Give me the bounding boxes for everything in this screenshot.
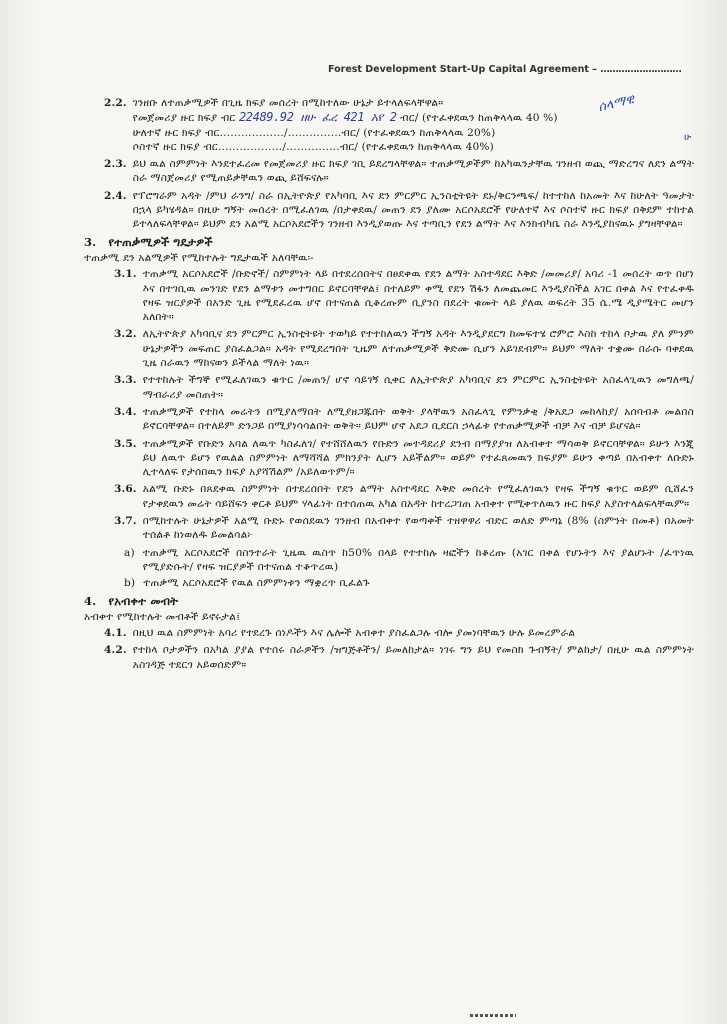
document-body — [84, 96, 694, 675]
clause-text: የተከላ ቦታዎችን በአካል ያያል የተሰሩ ስራዎችን /ዝግጅቶችን/ ይመለከታል። ነገሩ ግን ይህ የመስክ ጉብኝት/ ምልከታ/ በዚሁ ዉል ስምምነት አስገዳጅ ተደርጎ አይወሰድም። — [132, 644, 694, 671]
clause-text: በዚህ ዉል ስምምነት አባሪ የተደረጉ ሰነዶችን እና ሌሎች አብቀተ ያስፈልጋሉ ብሎ ያመነባቸዉን ሁሉ ይመረምራል — [132, 627, 576, 640]
clause-2-3 — [84, 157, 694, 186]
clause-4-2 — [84, 643, 694, 672]
clause-3-7 — [84, 514, 694, 543]
clause-text: ገንዘቡ ለተጠቃሚዎች በጊዜ ክፍያ መሰረት በሚከተለው ሁኔታ ይተላለፍላቸዋል። — [132, 97, 444, 109]
clause-number: 3.2. — [114, 328, 137, 341]
header-blank: ……………………… — [600, 64, 682, 75]
page-footer-mark — [470, 1014, 516, 1017]
clause-3-2 — [84, 327, 694, 370]
sub-item-label: b) — [124, 577, 136, 590]
clause-text: የተተከሉት ችግኞ የሚፈለገዉን ቁጥር /መጠን/ ሆኖ ሳይገኝ ሲቀር ለኢትዮጵያ አካባቢና ደን ምርምር ኢንስቲትዩት አስፈላጊዉን መግለጫ/ማብራሪያ መስጠት። — [142, 374, 694, 401]
clause-3-6 — [84, 482, 694, 511]
section-number: 3. — [84, 234, 97, 249]
installment-third: ሶስተኛ ዙር ክፍያ ብር………………/……………ብር/ (የተፈቀደዉን ከጠቅላላዉ 40%) — [132, 140, 494, 153]
clause-number: 2.3. — [104, 158, 127, 171]
handwritten-margin-mark: ሁ — [684, 132, 692, 143]
section-4-heading — [84, 594, 694, 608]
clause-3-5 — [84, 437, 694, 480]
clause-text: ተጠቃሚዎች የቡድን አባል ለዉጥ ካስፈለገ/ የተሸሸለዉን የቡድን መተዳደሪያ ደንብ በማያያዝ ለአብቀተ ማሳወቅ ይኖርባቸዋል። ይሁን እንጂ ይህ ለዉጥ ይሆን የዉልል ስምምነት ለማሻሻል ምክንያት ሊሆን አይችልም። ወይም የተፈጸመዉን ክፍያም ይሁን ቀጣይ በአብቀተ ለቡድኑ ሊተላለፍ የታሰበዉን ክፍያ አያሻሽልም /አይለወጥም/። — [142, 437, 694, 479]
clause-text: በሚከተሉት ሁኔታዎች አልሚ ቡድኑ የወሰደዉን ገንዘብ በአብቀተ የወጣቀች ተዘዋዋሪ ብድር ወለድ ምጣኔ (8% (ስምንት በመቶ) በአመት ተሰልቶ ከነወለዱ ይመልሳል፦ — [142, 515, 694, 542]
section-3-intro: ተጠቃሚ ደን አልሚዎች የሚከተሉት ግዴታዉች አለባቸዉ፡- — [84, 251, 314, 264]
section-title: የአብቀተ መብት — [108, 593, 179, 608]
installment-second: ሁለተኛ ዙር ክፍያ ብር………………/……………ብር/ (የተፈቀደዉን ከጠቅላላዉ 20%) — [132, 126, 496, 139]
clause-number: 4.2. — [104, 644, 127, 657]
handwritten-margin-note: ሰላማዊ — [596, 91, 636, 116]
clause-text: ለኢትዮጵያ አካባቢና ደን ምርምር ኢንስቲትዩት ተወካይ የተተከለዉን ችግኝ አዳት እንዲያደርግ ከመፍተሄ ሮምሮ እስከ ተከላ ቦታዉ ያለ ምንም ሁኔታዎችን መፍጠር ያስፈልጋል። አዳት የሚደረግበት ጊዜም ለተጠቃሚዎች ቅድሙ ሲሆን አይገደብም። ይህም ማለት ተቋሙ በራሱ ባቀደዉ ጊዜ ስራዉን ማከናወን ይችላል ማለት ነዉ። — [142, 328, 694, 370]
installment-first: የመጀመሪያ ዙር ክፍያ ብር 22489.92 ዘሁ ፈረ 421 አየ 2 ብር/ (የተፈቀደዉን ከጠቅላላዉ 40 %) — [132, 110, 558, 125]
clause-number: 2.2. — [104, 97, 127, 109]
clause-number: 3.6. — [114, 483, 137, 496]
sub-item-text: ተጠቃሚ አርሶአደሮች የዉል ስምምነቱን ማቋረጥ ቢፈልጉ — [143, 577, 370, 590]
clause-number: 4.1. — [104, 627, 127, 640]
section-4-intro: አብቀተ የሚከተሉት መብቶች ይኖሩታል፤ — [84, 610, 241, 623]
clause-number: 3.1. — [114, 268, 137, 281]
document-title: Forest Development Start-Up Capital Agreement – — [328, 64, 597, 75]
clause-text: ይህ ዉል ስምምነት እንደተፈረመ የመጀመሪያ ዙር ክፍያ ገቢ ይደረግላቸዋል። ተጠቃሚዎችም ከአካዉንታቸዉ ገንዘብ ወጪ ማድረግና ለደን ልማት ስራ ማስጀመሪያ የሚጠይቃቸዉን ወጪ ይሸፍናሉ። — [132, 158, 694, 185]
clause-text: ተጠቃሚዎች የተከላ መሬትን በሚያለማበት ለሚያዘጋጁበት ወቅት ያላቸዉን አስፈላጊ የምንቃቂ /ቅአደጋ መከላከያ/ አሰባብቶ መልበስ ይኖርባቸዋል። በተለይም ድንጋይ በሚያነሳሳልበት ወቅት። ይህም ሆኖ አደጋ ቢደርስ ኃላፊቱ የተጠቃሚዎች ብቻ እና ብቻ ይሆናል። — [142, 405, 694, 433]
clause-3-3 — [84, 373, 694, 402]
clause-4-1 — [84, 626, 694, 640]
clause-3-4 — [84, 405, 694, 434]
section-number: 4. — [84, 593, 97, 608]
sub-item-label: a) — [124, 546, 135, 559]
clause-number: 3.5. — [114, 437, 137, 450]
document-header — [328, 64, 698, 75]
clause-number: 2.4. — [104, 189, 127, 202]
clause-3-1 — [84, 267, 694, 324]
clause-text: አልሚ ቡድኑ በጸደቀዉ ስምምነት በተደረሰበት የደን ልማት አስተዳደር እቅድ መሰረት የሚፈለገዉን የዛፍ ችግኝ ቁጥር ወይም ሲሸፈን የታቀደዉን መሬት ሳይሸፍን ቀርቶ ይህም ሃላፊነት በተሰጠዉ አካል በአዳት ከተረጋገጠ አብቀተ የሚቀጥለዉን ዙር ክፍያ አያስተላልፍላቸዉም። — [142, 483, 694, 510]
clause-number: 3.7. — [114, 515, 137, 528]
handwritten-amount: 22489.92 ዘሁ ፈረ 421 አየ 2 — [238, 110, 397, 125]
clause-text: የፕሮግራም አዳት /ምህ ራንግ/ ስራ በኢትዮጵያ የአካባቢ እና ደን ምርምር ኢንስቲትዩት ደኑ/ቅርንጫፍ/ ከተተከለ ከአመት እና ከሁለት ዓመታት በኋላ ይካሄዳል። በዚሁ ግኝት መሰረት በሚፈለገዉ /በታቀደዉ/ መጠን ደን ያለሙ አርሶአደሮች የሁለተኛ እና ሶስተኛ ዙር ክፍያ በቅደም ተከተል ይተላለፍላቸዋል። ይህም ደን አልሚ አርሶአደሮችን ገንዘብ እንዲያወጡ እና ተጣቢን የደን ልማት እና እንክብካቤ ስራ እንዲያከናዉኑ ያግዛቸዋል። — [132, 189, 694, 231]
clause-2-4 — [84, 189, 694, 232]
clause-number: 3.3. — [114, 374, 137, 387]
clause-3-7-a — [84, 546, 694, 575]
clause-2-2 — [84, 96, 694, 154]
section-3-heading — [84, 235, 694, 249]
clause-text: ተጠቃሚ አርሶአደሮች /ቡድኖች/ ስምምነት ላይ በተደረሰበትና በፀደቀዉ የደን ልማት አስተዳደር እቅድ /መመሪያ/ አባሪ -1 መሰረት ወጥ በሆነ እና በተገቢዉ መንገድ የደን ልማቱን መተግበር ይኖርባቸዋል፤ በተለይም ቀሚ የደን ሽፋን ለመጨመር እንዲያስችል አገር በቀል እና የተፈቀዱ የዛፍ ዝርያዎች በአንድ ጊዜ የሚደፈረዉ ሆኖ በተናጠል ሲቆረጡም ቢያንስ በደረት ቁመት ላይ ያለዉ ወፍረት 35 ሴ.ሜ ዲያሜትር መሆን አለበት። — [142, 268, 694, 324]
section-title: የተጠቃሚዎች ግዴታዎች — [108, 234, 213, 249]
sub-item-text: ተጠቃሚ አርሶአደሮች በስንተራት ጊዜዉ ዉስጥ ከ50% በላይ የተተከሉ ዛፎችን ከቆረጡ (አገር በቀል የሆኑትን እና ያልሆኑት /ፈጥነዉ የሚያድሱት/ የዛፍ ዝርያዎች በተናጠል ተቆጥረዉ) — [142, 546, 694, 573]
clause-number: 3.4. — [114, 405, 137, 418]
clause-3-7-b — [84, 576, 694, 590]
